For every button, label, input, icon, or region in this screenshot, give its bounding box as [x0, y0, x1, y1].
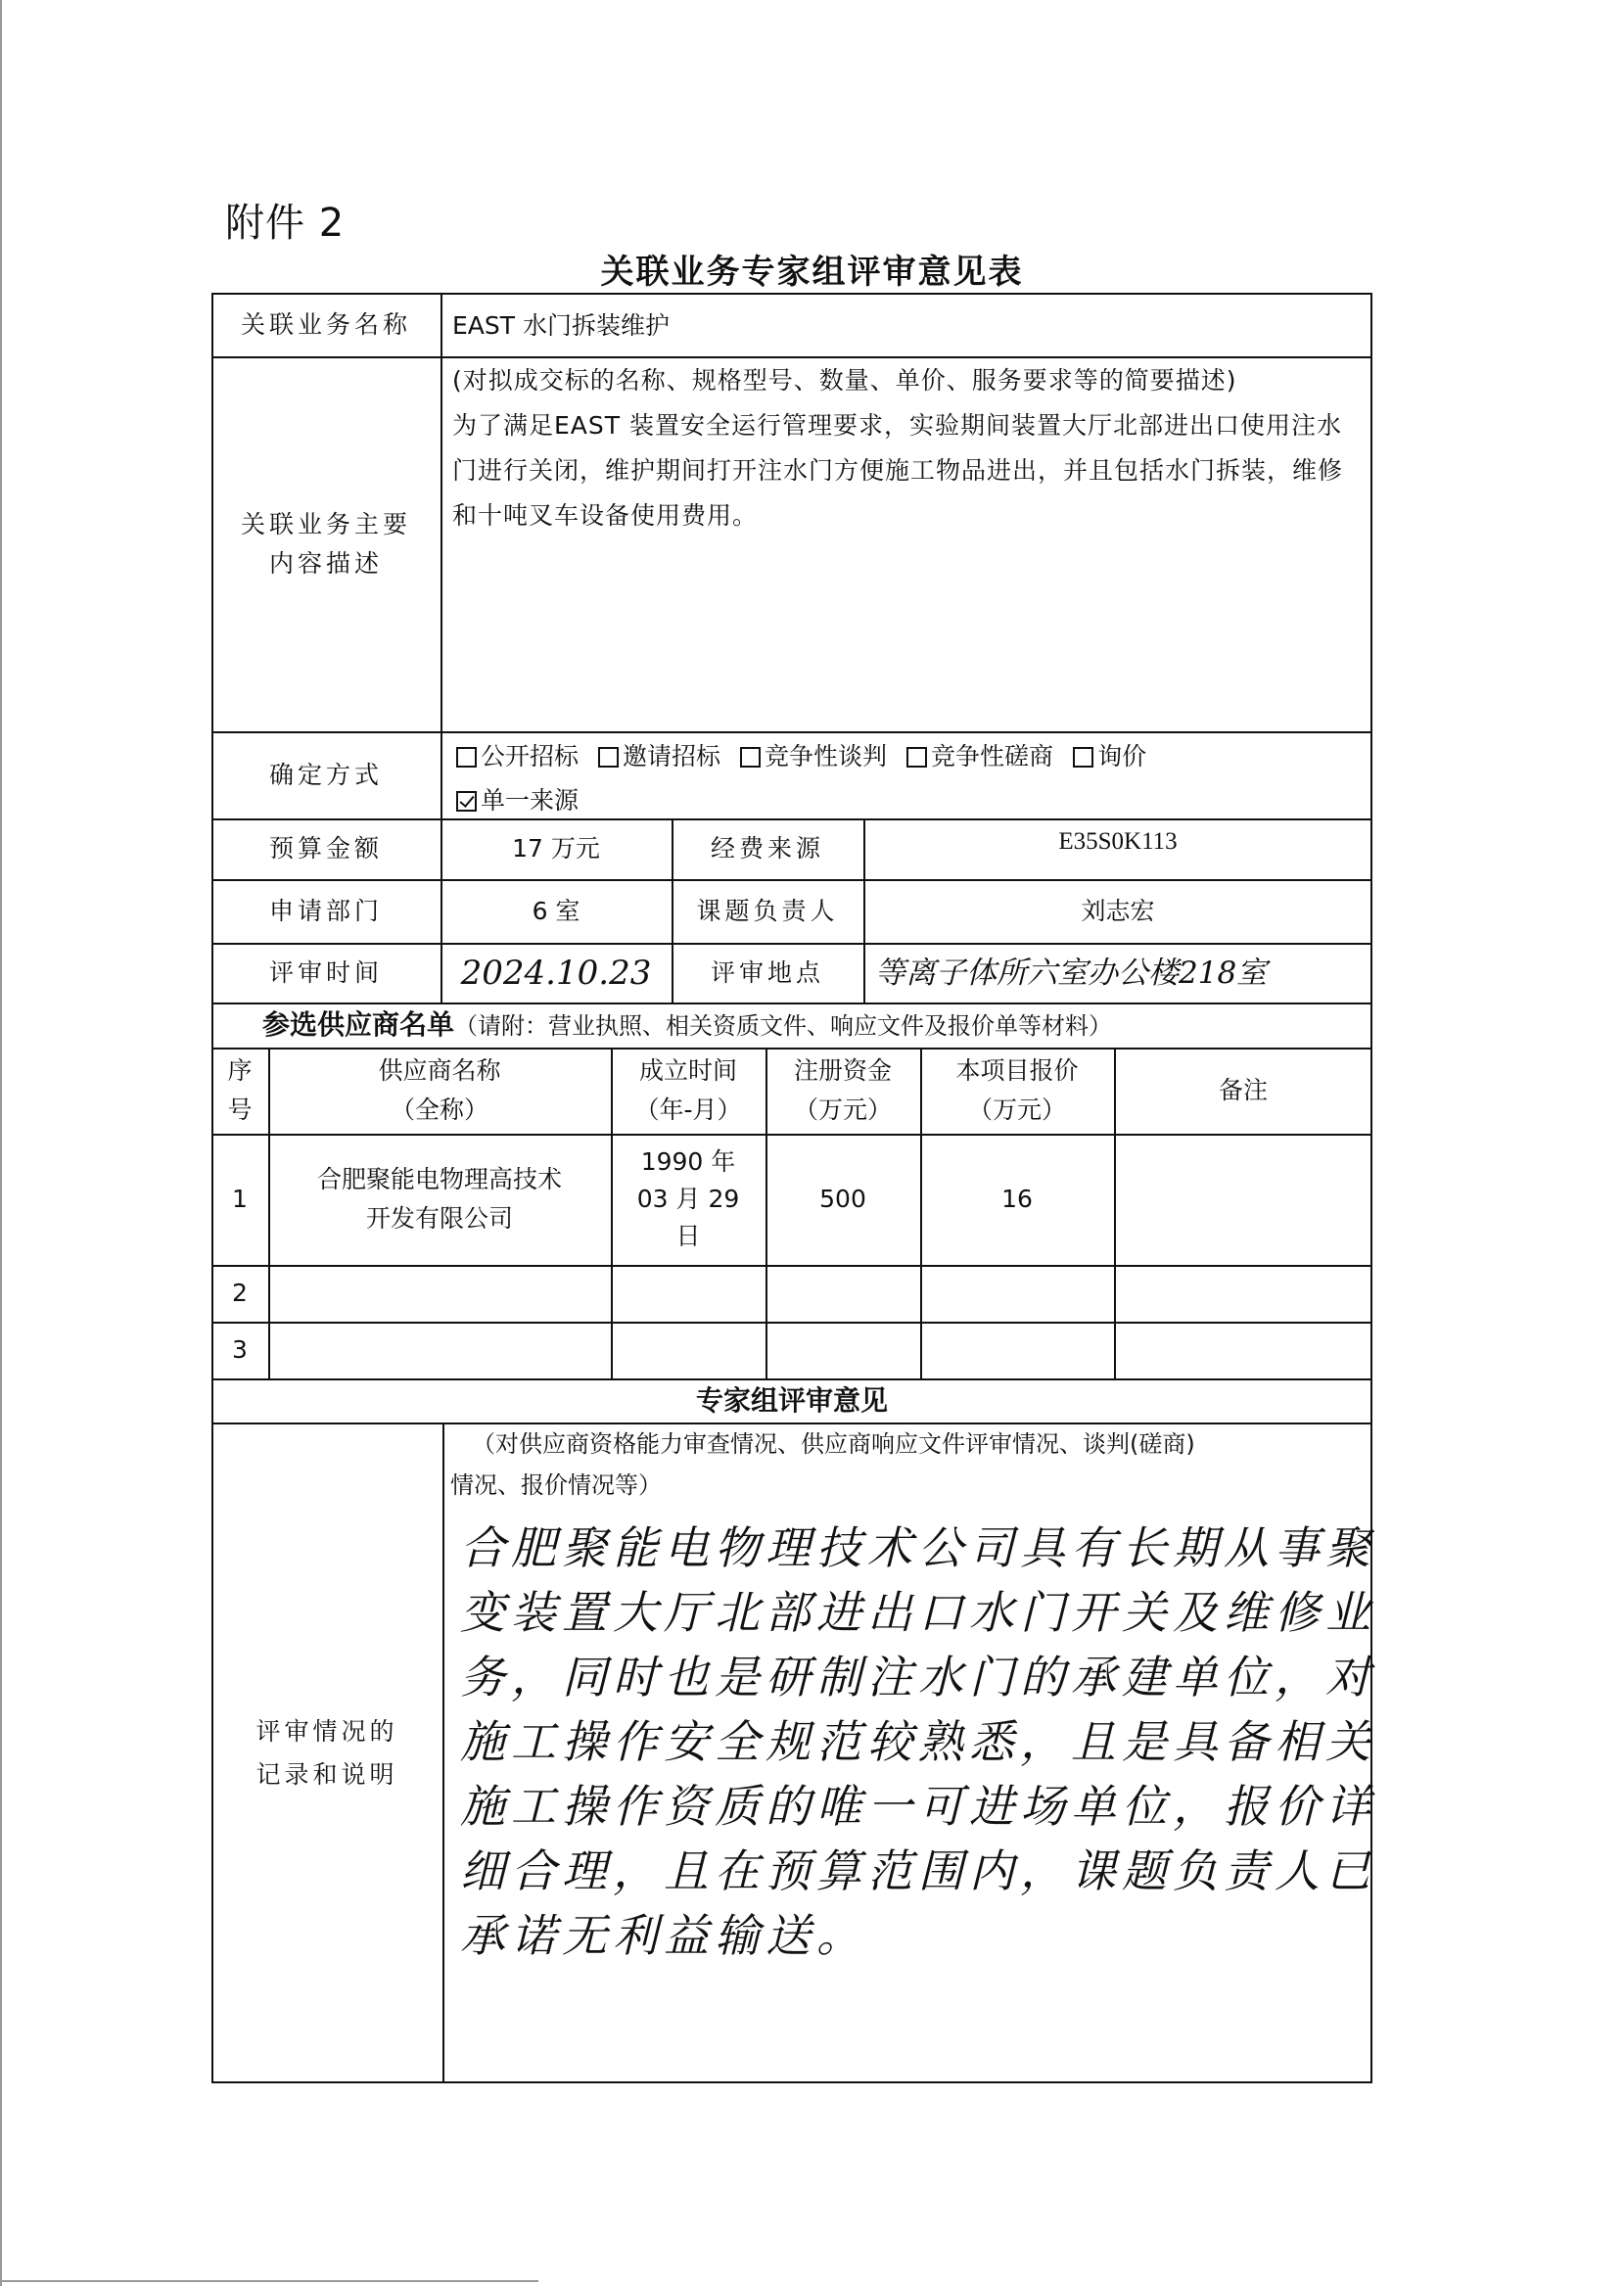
option-invited-tender[interactable]: 邀请招标 [598, 734, 720, 778]
fund-source-value: E35S0K113 [1058, 828, 1178, 855]
budget-label: 预算金额 [268, 834, 383, 863]
handwritten-opinion: 合肥聚能电物理技术公司具有长期从事聚变装置大厅北部进出口水门开关及维修业务，同时也是研制注水门的承建单位，对施工操作安全规范较熟悉，且是具备相关施工操作资质的唯一可进场单位，报价详细合理，且在预算范围内，课题负责人已承诺无利益输送。 [460, 1521, 1376, 1962]
row1-seq: 1 [232, 1185, 248, 1213]
budget-value: 17 万元 [512, 834, 600, 863]
checkbox-icon[interactable] [598, 747, 619, 768]
fund-source-label: 经费来源 [710, 834, 824, 863]
col-header-seq: 序 号 [227, 1056, 253, 1124]
expert-opinion-heading: 专家组评审意见 [695, 1383, 888, 1417]
row1-supplier-name: 合肥聚能电物理高技术 开发有限公司 [316, 1165, 562, 1233]
review-time-label: 评审时间 [268, 957, 383, 987]
department-label: 申请部门 [268, 896, 383, 925]
col-header-quote: 本项目报价 （万元） [955, 1056, 1079, 1124]
department-value: 6 室 [532, 896, 580, 925]
opinion-hint-line2: 情况、报价情况等） [450, 1471, 662, 1499]
row1-established: 1990 年 03 月 29 日 [636, 1147, 740, 1250]
review-place-value: 等离子体所六室办公楼218室 [875, 955, 1268, 991]
checkbox-icon[interactable] [740, 747, 761, 768]
checkbox-icon[interactable] [906, 747, 927, 768]
row1-capital: 500 [819, 1185, 866, 1213]
description-label [211, 356, 441, 731]
review-place-label: 评审地点 [710, 957, 824, 987]
description-hint: (对拟成交标的名称、规格型号、数量、单价、服务要求等的简要描述) [452, 366, 1237, 395]
method-options [456, 734, 1367, 822]
business-name-value: EAST 水门拆装维护 [452, 311, 670, 340]
opinion-label: 评审情况的 记录和说明 [255, 1716, 398, 1789]
project-leader-value: 刘志宏 [1081, 896, 1155, 925]
row3-seq: 3 [232, 1335, 248, 1364]
option-public-tender[interactable]: 公开招标 [456, 734, 579, 778]
checkbox-checked-icon[interactable] [456, 791, 477, 812]
business-name-label: 关联业务名称 [240, 309, 411, 339]
row1-quote: 16 [1001, 1185, 1033, 1213]
row1-remark [1114, 1134, 1372, 1265]
option-inquiry[interactable]: 询价 [1073, 734, 1146, 778]
option-single-source[interactable]: 单一来源 [456, 778, 579, 822]
method-label: 确定方式 [268, 760, 383, 789]
checkbox-icon[interactable] [1073, 747, 1093, 768]
supplier-list-heading: 参选供应商名单（请附：营业执照、相关资质文件、响应文件及报价单等材料） [262, 1008, 1113, 1041]
review-time-value: 2024.10.23 [460, 953, 652, 993]
option-competitive-consultation[interactable]: 竞争性磋商 [906, 734, 1053, 778]
opinion-hint-line1: （对供应商资格能力审查情况、供应商响应文件评审情况、谈判(磋商) [472, 1430, 1195, 1458]
description-body: 为了满足EAST 装置安全运行管理要求，实验期间装置大厅北部进出口使用注水门进行关闭，维护期间打开注水门方便施工物品进出，并且包括水门拆装，维修和十吨叉车设备使用费用。 [452, 411, 1344, 530]
form-title: 关联业务专家组评审意见表 [600, 253, 1024, 292]
page-edge-bottom [0, 2280, 538, 2282]
col-header-established: 成立时间 （年-月） [634, 1056, 742, 1124]
option-competitive-negotiation[interactable]: 竞争性谈判 [740, 734, 887, 778]
description-label-line1: 关联业务主要 [240, 509, 411, 538]
project-leader-label: 课题负责人 [696, 896, 839, 925]
page-edge [0, 0, 2, 2286]
col-header-supplier-name: 供应商名称 （全称） [378, 1056, 501, 1124]
description-label-line2: 内容描述 [268, 548, 383, 578]
checkbox-icon[interactable] [456, 747, 477, 768]
row2-seq: 2 [232, 1279, 248, 1307]
attachment-number: 附件 2 [225, 201, 346, 246]
col-header-remark: 备注 [1218, 1076, 1268, 1104]
col-header-capital: 注册资金 （万元） [793, 1056, 892, 1124]
